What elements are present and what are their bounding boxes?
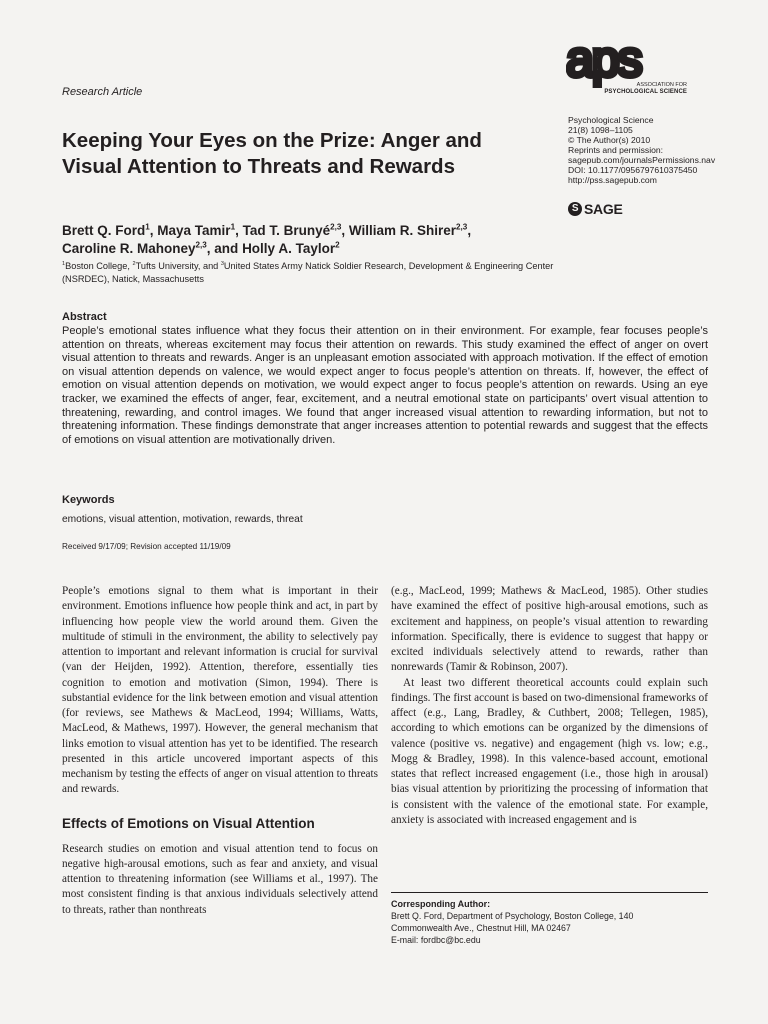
abstract-heading: Abstract — [62, 311, 107, 323]
author-separator: , — [149, 223, 158, 238]
author-name: Brett Q. Ford — [62, 223, 146, 238]
author-separator: , and — [206, 241, 243, 256]
corresponding-author — [391, 898, 708, 946]
journal-reprints: Reprints and permission: — [568, 145, 664, 155]
journal-copyright: © The Author(s) 2010 — [568, 135, 651, 145]
sage-logo — [568, 201, 622, 217]
affiliation-text: Boston College, — [65, 261, 133, 271]
affiliation-number: 3 — [220, 260, 224, 267]
corresponding-author-heading: Corresponding Author: — [391, 899, 491, 909]
abstract-text: People’s emotional states influence what they focus their attention on in their environment. For example, fear focuses people’s attention on threats, whereas excitement may focus their attention on rewards. This study examined the effect of anger on overt visual attention to threats and rewards. Anger is an unpleasant emotion associated with approach motivation. If the effect of emotion on visual attention depends on valence, we would expect anger to focus people’s attention on threats. If, however, the effect of emotion on visual attention depends on motivation, we would expect anger to focus people’s attention on rewards. Using an eye tracker, we examined the effects of anger, fear, excitement, and a neutral emotional state on participants’ overt visual attention to threatening, rewarding, and control images. We found that anger increased visual attention to rewarding information, but not to threatening information. These findings demonstrate that anger increases attention to potential rewards and suggest that the effects of emotions on visual attention are motivationally driven. — [62, 325, 708, 446]
sage-icon: S — [568, 202, 582, 216]
corresponding-author-email[interactable]: E-mail: fordbc@bc.edu — [391, 935, 481, 945]
logo-line-2: PSYCHOLOGICAL SCIENCE — [604, 89, 687, 95]
article-type: Research Article — [62, 86, 143, 98]
author-affiliation: 2,3 — [456, 222, 468, 232]
sage-text: SAGE — [584, 201, 623, 217]
author-separator: , — [341, 223, 349, 238]
article-title: Keeping Your Eyes on the Prize: Anger and Visual Attention to Threats and Rewards — [62, 129, 482, 178]
body-column-right — [391, 584, 708, 828]
keywords-heading: Keywords — [62, 494, 115, 506]
author-affiliation: 2 — [335, 240, 340, 250]
body-paragraph: People’s emotions signal to them what is important in their environment. Emotions influence how people think and act, in part by influencing how people view the world around them. Given the multitude of stimuli in the environment, the ability to selectively pay attention to important and relevant information is crucial for survival (van der Heijden, 1992). Attention, therefore, essentially ties cognition to emotion and motivation (Simon, 1994). There is substantial evidence for the link between emotion and visual attention (for reviews, see Mathews & MacLeod, 1994; Williams, Watts, MacLeod, & Mathews, 1997). However, the general mechanism that links emotion to visual attention has yet to be identified. The research presented in this article uncovered important aspects of this mechanism by testing the effects of anger on visual attention to threats and rewards. — [62, 585, 378, 796]
logo-subtitle — [567, 82, 687, 96]
logo-text: aps — [566, 38, 641, 87]
journal-permissions-link[interactable]: sagepub.com/journalsPermissions.nav — [568, 155, 716, 165]
author-affiliation: 2,3 — [195, 240, 207, 250]
journal-doi[interactable]: DOI: 10.1177/0956797610375450 — [568, 165, 698, 175]
journal-url[interactable]: http://pss.sagepub.com — [568, 175, 657, 185]
author-affiliation: 2,3 — [330, 222, 342, 232]
journal-info — [568, 115, 758, 185]
body-paragraph: At least two different theoretical accounts could explain such findings. The first account is based on two-dimensional frameworks of affect (e.g., Lang, Bradley, & Cuthbert, 2008; Tellegen, 1985), according to which emotions can be organized by the dimensions of valence (positive vs. negative) and engagement (high vs. low; e.g., Mogg & Bradley, 1998). In this valence-based account, emotional states that reflect increased engagement (i.e., those high in arousal) bias visual attention by prioritizing the processing of information that is consistent with the valence of the emotional state. For example, anxiety is associated with increased engagement and is — [391, 676, 708, 826]
journal-name: Psychological Science — [568, 115, 654, 125]
author-affiliation: 1 — [145, 222, 150, 232]
affiliation-number: 1 — [62, 260, 66, 267]
author-list — [62, 222, 582, 258]
section-heading: Effects of Emotions on Visual Attention — [62, 815, 315, 831]
body-paragraph: Research studies on emotion and visual attention tend to focus on negative high-arousal emotions, such as fear and anxiety, and visual attention to threatening information (see Williams et al., 1997). The most consistent finding is that anxious individuals selectively attend to threats, rather than nonthreats — [62, 842, 378, 916]
affiliation-text: United States Army Natick Soldier Research, Development & Engineering Center (NSRDEC), Natick, Massachusetts — [62, 261, 554, 284]
journal-volume: 21(8) 1098–1105 — [568, 125, 633, 135]
author-name: Holly A. Taylor — [242, 241, 336, 256]
corresponding-author-line: Brett Q. Ford, Department of Psychology, Boston College, 140 — [391, 911, 634, 921]
author-name: Maya Tamir — [157, 223, 231, 238]
author-name: Caroline R. Mahoney — [62, 241, 196, 256]
author-name: William R. Shirer — [348, 223, 457, 238]
logo-line-1: ASSOCIATION FOR — [636, 82, 687, 88]
author-separator: , — [467, 223, 472, 238]
body-column-left — [62, 584, 378, 918]
corresponding-author-line: Commonwealth Ave., Chestnut Hill, MA 02467 — [391, 923, 571, 933]
keywords-text: emotions, visual attention, motivation, rewards, threat — [62, 514, 303, 525]
affiliation-text: Tufts University, and — [135, 261, 221, 271]
body-paragraph: (e.g., MacLeod, 1999; Mathews & MacLeod, 1985). Other studies have examined the effect of positive high-arousal emotions, such as excitement and happiness, on people’s visual attention to rewarding information. Specifically, there is evidence to suggest that happy or excited individuals selectively attend to rewards, rather than nonrewards (Tamir & Robinson, 2007). — [391, 585, 708, 674]
affiliation-number: 2 — [132, 260, 136, 267]
author-name: Tad T. Brunyé — [242, 223, 331, 238]
footnote-divider — [391, 892, 708, 893]
author-affiliation: 1 — [230, 222, 236, 232]
author-separator: , — [235, 223, 243, 238]
affiliations — [62, 260, 582, 286]
received-dates: Received 9/17/09; Revision accepted 11/19/09 — [62, 542, 231, 551]
